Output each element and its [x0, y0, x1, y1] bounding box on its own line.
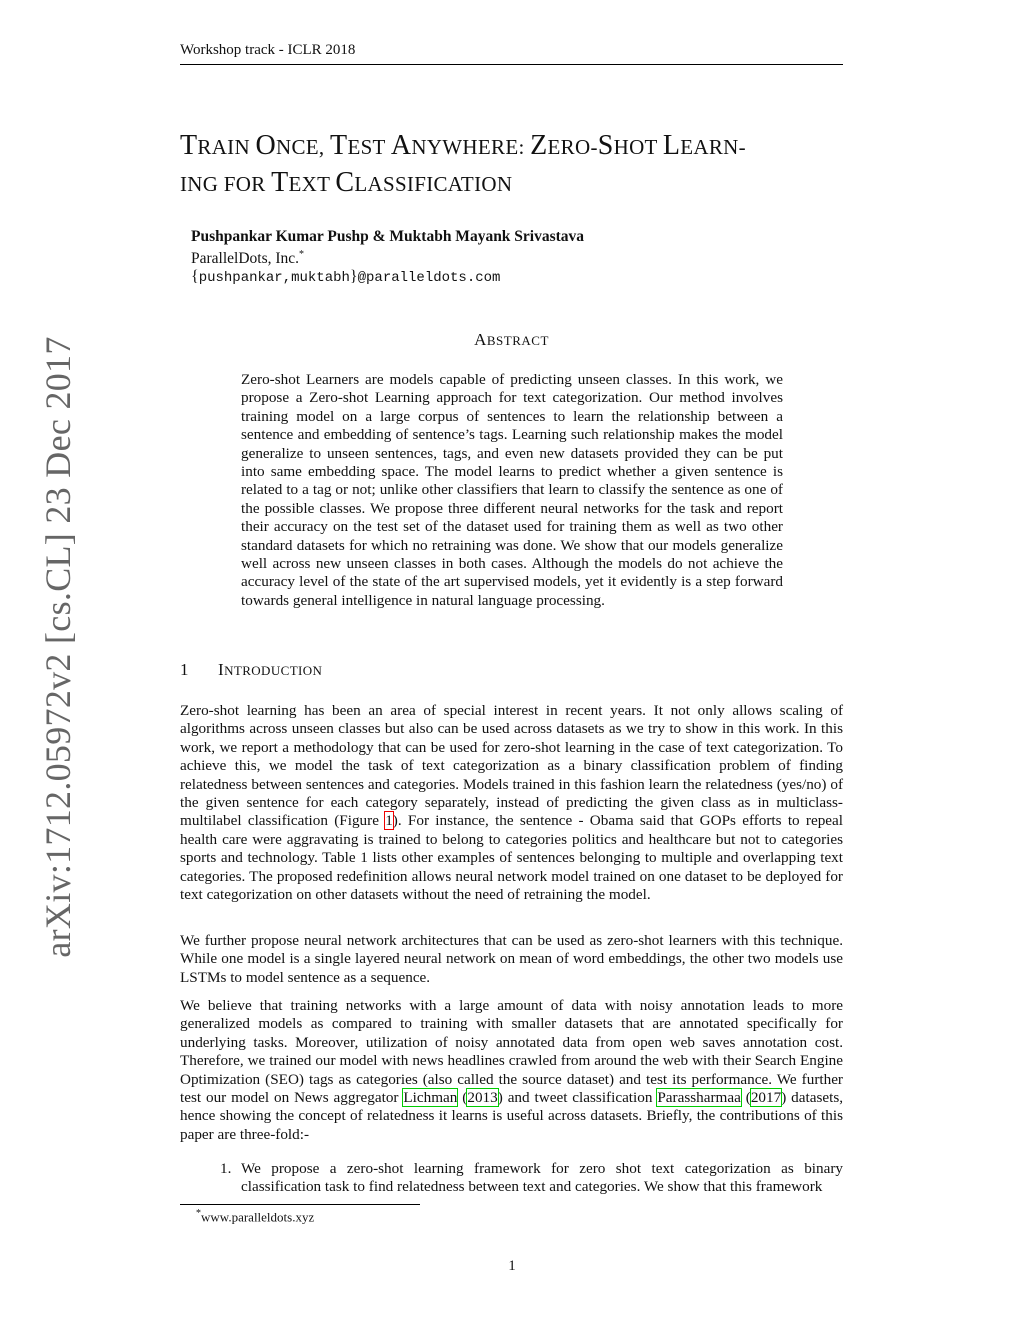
- figure-1-link[interactable]: 1: [385, 812, 393, 830]
- affiliation: ParallelDots, Inc.*: [191, 249, 305, 268]
- page-number: 1: [508, 1258, 516, 1274]
- intro-paragraph-3: We believe that training networks with a large amount of data with noisy annotation leads to more generalized models as compared to training with smaller datasets that are annotated specifically for underlying tasks. Moreover, utilization of noisy annotated data from open web saves annotation cost. Therefore, we trained our model with news headlines crawled from around the web with their Search Engine Optimization (SEO) tags as categories (also called the source dataset) and test its performance. We further test our model on News aggregator Lichman (2013) and tweet classification Parassharmaa (2017) datasets, hence showing the concept of relatedness it learns is useful across datasets. Briefly, the contributions of this paper are three-fold:-: [180, 997, 844, 1143]
- author-email[interactable]: {pushpankar,muktabh}@paralleldots.com: [191, 268, 501, 287]
- footnote-rule: [180, 1204, 420, 1205]
- abstract-heading: ABSTRACT: [474, 330, 549, 349]
- footnote-link[interactable]: www.paralleldots.xyz: [201, 1209, 315, 1225]
- section-heading-introduction: 1 INTRODUCTION: [180, 660, 323, 679]
- abstract-text: Zero-shot Learners are models capable of predicting unseen classes. In this work, we propose a Zero-shot Learning approach for text categorization. Our method involves training model on a large corpus of sentences to learn the relationship between a sentence and embedding of sentence’s tags. Learning such relationship makes the model generalize to unseen sentences, tags, and even new datasets provided they can be put into same embedding space. The model learns to predict whether a given sentence is related to a tag or not; unlike other classifiers that learn to classify the sentence as one of the possible classes. We propose three different neural networks for the task and report their accuracy on the test set of the dataset used for training them as well as two other standard datasets for which no retraining was done. We show that our models generalize well across new unseen classes in both cases. Although the models do not achieve the accuracy level of the state of the art supervised models, yet it evidently is a step forward towards general intelligence in natural language processing.: [241, 371, 783, 609]
- author-block: [191, 228, 831, 287]
- contributions-list: [180, 1160, 843, 1197]
- intro-paragraph-1: Zero-shot learning has been an area of special interest in recent years. It not only allows scaling of algorithms across unseen classes but also can be used across datasets as we try to show in this work. In this work, we report a methodology that can be used for zero-shot learning in the case of text categorization. To achieve this, we model the task of text categorization as a binary classification problem of finding relatedness between sentences and categories. Models trained in this fashion learn the relatedness (yes/no) of the given sentence for each category separately, instead of predicting the given class as in multiclass-multilabel classification (Figure 1). For instance, the sentence - Obama said that GOPs efforts to repeal health care were aggravating is trained to belong to categories politics and healthcare but not to categories sports and technology. Table 1 lists other examples of sentences belonging to multiple and overlapping text categories. The proposed redefinition allows neural network model trained on one dataset to be deployed for text categorization on other datasets without the need of retraining the model.: [180, 702, 843, 904]
- author-names: Pushpankar Kumar Pushp & Muktabh Mayank Srivastava: [191, 228, 585, 245]
- citation-parassharmaa-author[interactable]: Parassharmaa: [657, 1089, 741, 1107]
- citation-lichman-year[interactable]: 2013: [467, 1089, 498, 1107]
- list-item: We propose a zero-shot learning framework for zero shot text categorization as binary classification task to find relatedness between text and categories. We show that this framework: [241, 1160, 843, 1196]
- intro-paragraph-2: We further propose neural network architectures that can be used as zero-shot learners with this technique. While one model is a single layered neural network on mean of word embeddings, the other two models use LSTMs to model sentence as a sequence.: [180, 932, 843, 986]
- arxiv-identifier: arXiv:1712.05972v2 [cs.CL] 23 Dec 2017: [38, 336, 78, 958]
- citation-lichman-author[interactable]: Lichman: [403, 1089, 458, 1107]
- footnote: *www.paralleldots.xyz: [196, 1208, 315, 1225]
- arxiv-sidebar-stamp: [30, 336, 86, 958]
- paper-title: TRAIN ONCE, TEST ANYWHERE: ZERO-SHOT LEARN- ING FOR TEXT CLASSIFICATION: [180, 130, 746, 198]
- list-item-number: 1.: [220, 1160, 232, 1177]
- running-header: Workshop track - ICLR 2018: [180, 42, 843, 65]
- citation-parassharmaa-year[interactable]: 2017: [750, 1089, 782, 1107]
